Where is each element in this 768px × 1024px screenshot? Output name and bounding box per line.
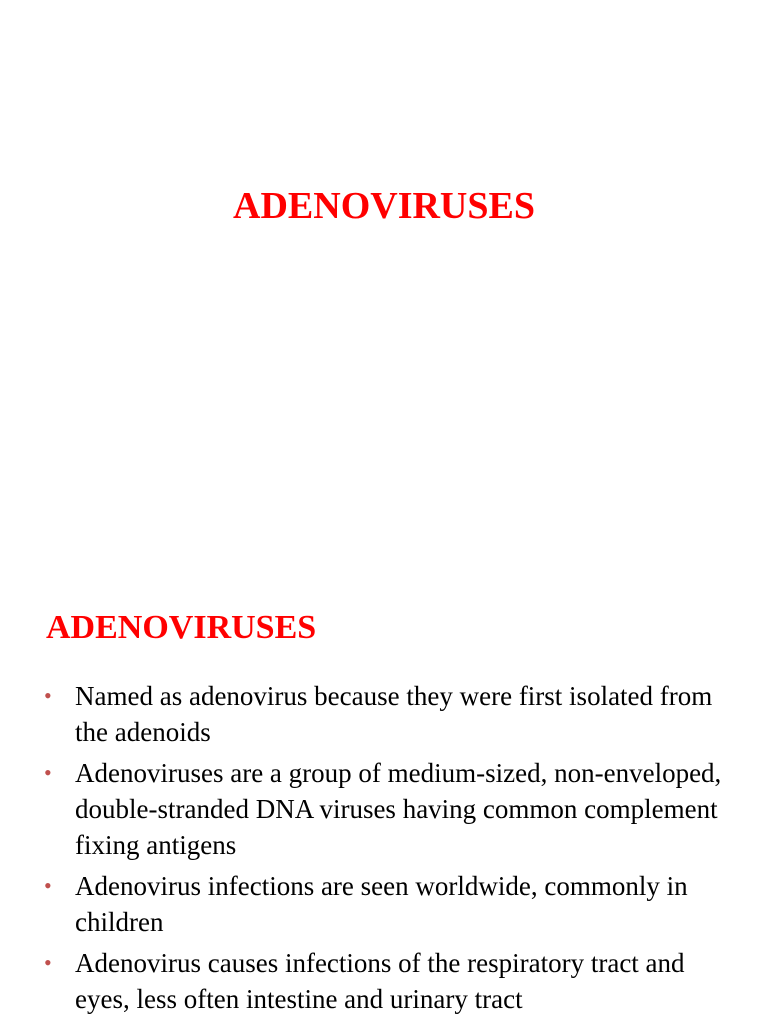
bullet-text: Adenovirus causes infections of the respiratory tract and eyes, less often intestine and urinary tract xyxy=(75,948,685,1014)
bullet-dot-icon: • xyxy=(44,760,52,785)
bullet-text: Adenoviruses are a group of medium-sized, non-enveloped, double-stranded DNA viruses having common complement fixing antigens xyxy=(75,758,722,860)
bullet-item xyxy=(44,945,734,1017)
bullet-item xyxy=(44,678,734,750)
bullet-dot-icon: • xyxy=(44,873,52,898)
bullet-dot-icon: • xyxy=(44,950,52,975)
section-heading: ADENOVIRUSES xyxy=(46,609,317,646)
bullet-item xyxy=(44,868,734,940)
bullet-dot-icon: • xyxy=(44,683,52,708)
bullet-item xyxy=(44,755,734,863)
bullet-text: Named as adenovirus because they were first isolated from the adenoids xyxy=(75,681,713,747)
bullet-text: Adenovirus infections are seen worldwide, commonly in children xyxy=(75,871,688,937)
bullet-list xyxy=(44,678,734,1022)
slide-title: ADENOVIRUSES xyxy=(233,185,535,227)
